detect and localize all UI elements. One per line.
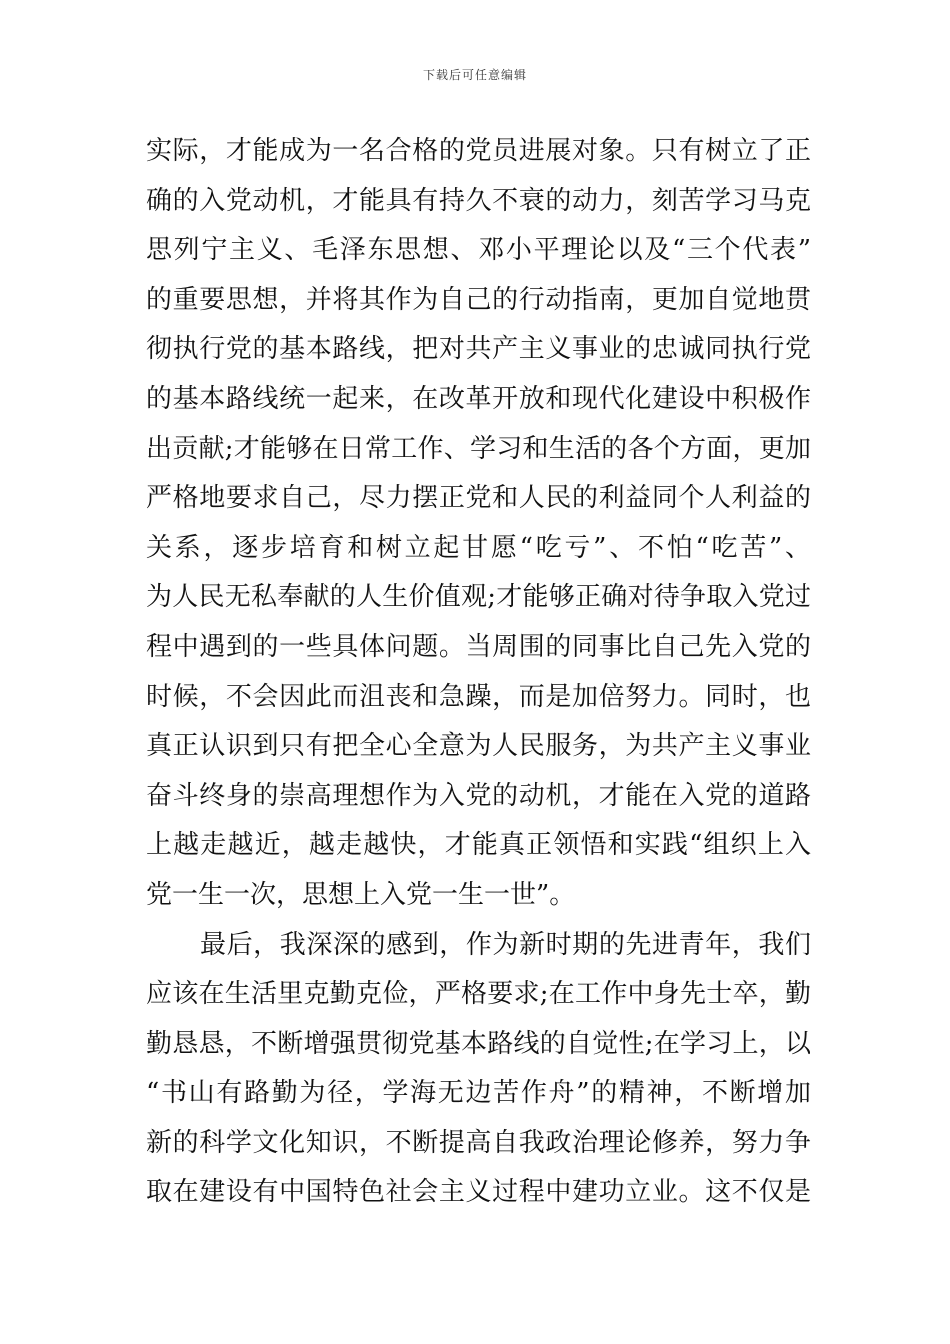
paragraph-1 [146, 127, 811, 921]
text-line: 的重要思想，并将其作为自己的行动指南，更加自觉地贯 [146, 284, 811, 315]
text-line: 严格地要求自己，尽力摆正党和人民的利益同个人利益的 [146, 483, 811, 514]
text-line: 取在建设有中国特色社会主义过程中建功立业。这不仅是 [146, 1177, 811, 1208]
text-line: 党一生一次，思想上入党一生一世”。 [146, 879, 576, 910]
text-line: 真正认识到只有把全心全意为人民服务，为共产主义事业 [146, 731, 811, 762]
text-line: 的基本路线统一起来，在改革开放和现代化建设中积极作 [146, 383, 811, 414]
text-line: 关系，逐步培育和树立起甘愿“吃亏”、不怕“吃苦”、 [146, 532, 811, 563]
text-line: 勤恳恳，不断增强贯彻党基本路线的自觉性;在学习上，以 [146, 1028, 811, 1059]
text-line: 上越走越近，越走越快，才能真正领悟和实践“组织上入 [146, 830, 811, 861]
text-line: 彻执行党的基本路线，把对共产主义事业的忠诚同执行党 [146, 334, 811, 365]
text-line: 程中遇到的一些具体问题。当周围的同事比自己先入党的 [146, 631, 811, 662]
page-header: 下载后可任意编辑 [422, 68, 527, 82]
text-line: 实际，才能成为一名合格的党员进展对象。只有树立了正 [146, 136, 811, 166]
text-line: 应该在生活里克勤克俭，严格要求;在工作中身先士卒，勤 [146, 979, 811, 1010]
text-line: 时候，不会因此而沮丧和急躁，而是加倍努力。同时，也 [146, 681, 811, 712]
text-line: 新的科学文化知识，不断提高自我政治理论修养，努力争 [146, 1127, 811, 1158]
text-line: 奋斗终身的崇高理想作为入党的动机，才能在入党的道路 [146, 780, 811, 811]
text-line: 确的入党动机，才能具有持久不衰的动力，刻苦学习马克 [146, 185, 811, 216]
paragraph-2 [146, 921, 811, 1219]
text-line: “书山有路勤为径，学海无边苦作舟”的精神，不断增加 [146, 1078, 811, 1109]
text-line: 思列宁主义、毛泽东思想、邓小平理论以及“三个代表” [146, 235, 811, 266]
body-text [146, 127, 811, 1218]
text-line-indented: 最后，我深深的感到，作为新时期的先进青年，我们 [200, 929, 811, 960]
text-line: 为人民无私奉献的人生价值观;才能够正确对待争取入党过 [146, 582, 811, 613]
text-line: 出贡献;才能够在日常工作、学习和生活的各个方面，更加 [146, 433, 811, 464]
